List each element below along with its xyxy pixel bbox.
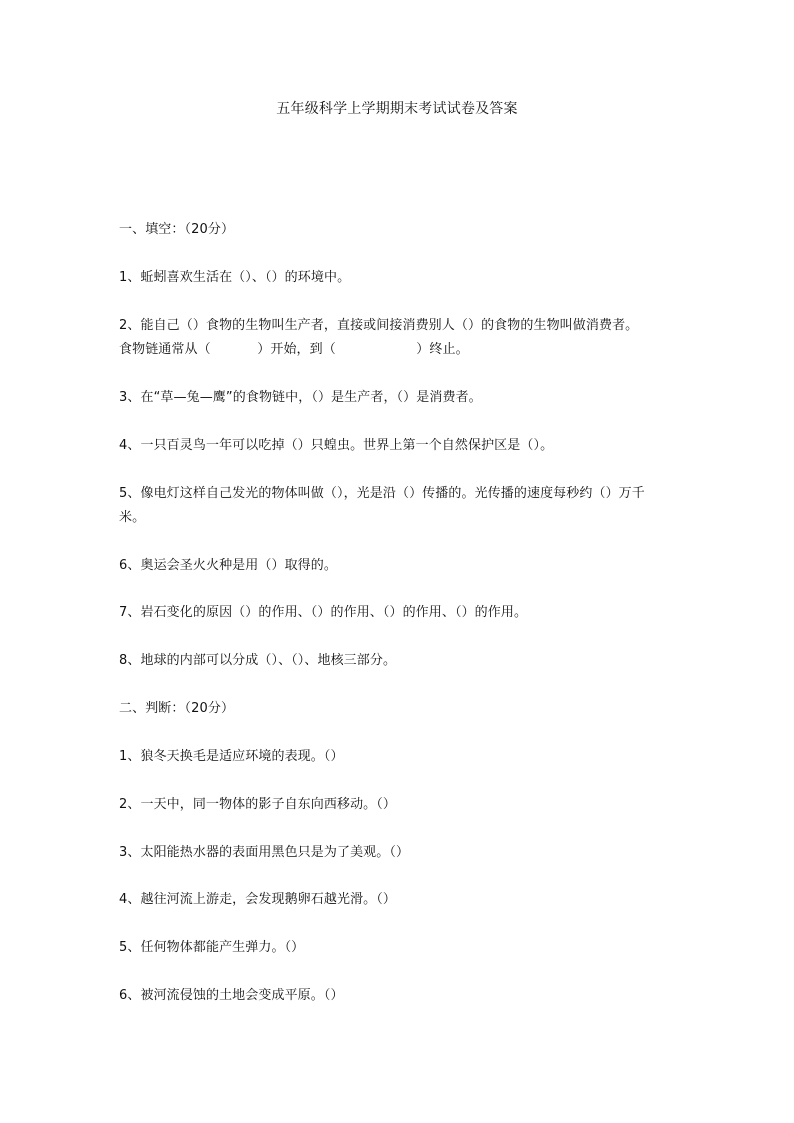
fill-item-7: 7、岩石变化的原因（）的作用、（）的作用、（）的作用、（）的作用。: [119, 605, 528, 620]
document-title: 五年级科学上学期期末考试试卷及答案: [276, 101, 518, 117]
judge-item-2: 2、一天中，同一物体的影子自东向西移动。（）: [119, 797, 396, 812]
judge-item-3: 3、太阳能热水器的表面用黑色只是为了美观。（）: [119, 845, 410, 860]
fill-item-2-continued: 食物链通常从（ ）开始，到（ ）终止。: [119, 342, 469, 357]
judge-item-6: 6、被河流侵蚀的土地会变成平原。（）: [119, 988, 344, 1003]
fill-item-6: 6、奥运会圣火火种是用（）取得的。: [119, 558, 337, 573]
fill-item-2: 2、能自己（）食物的生物叫生产者，直接或间接消费别人（）的食物的生物叫做消费者。: [119, 318, 639, 333]
fill-item-4: 4、一只百灵鸟一年可以吃掉（）只蝗虫。世界上第一个自然保护区是（）。: [119, 438, 554, 453]
judge-item-4: 4、越往河流上游走，会发现鹅卵石越光滑。（）: [119, 892, 396, 907]
section-1-heading: 一、填空：（20分）: [119, 222, 235, 237]
judge-item-5: 5、任何物体都能产生弹力。（）: [119, 940, 305, 955]
section-2-heading: 二、判断：（20分）: [119, 701, 235, 716]
fill-item-8: 8、地球的内部可以分成（）、（）、地核三部分。: [119, 653, 397, 668]
fill-item-5-continued: 米。: [119, 510, 146, 525]
fill-item-1: 1、蚯蚓喜欢生活在（）、（）的环境中。: [119, 270, 351, 285]
fill-item-5: 5、像电灯这样自己发光的物体叫做（），光是沿（）传播的。光传播的速度每秒约（）万千: [119, 486, 645, 501]
judge-item-1: 1、狼冬天换毛是适应环境的表现。（）: [119, 749, 344, 764]
fill-item-3: 3、在“草—兔—鹰”的食物链中，（）是生产者，（）是消费者。: [119, 390, 482, 405]
